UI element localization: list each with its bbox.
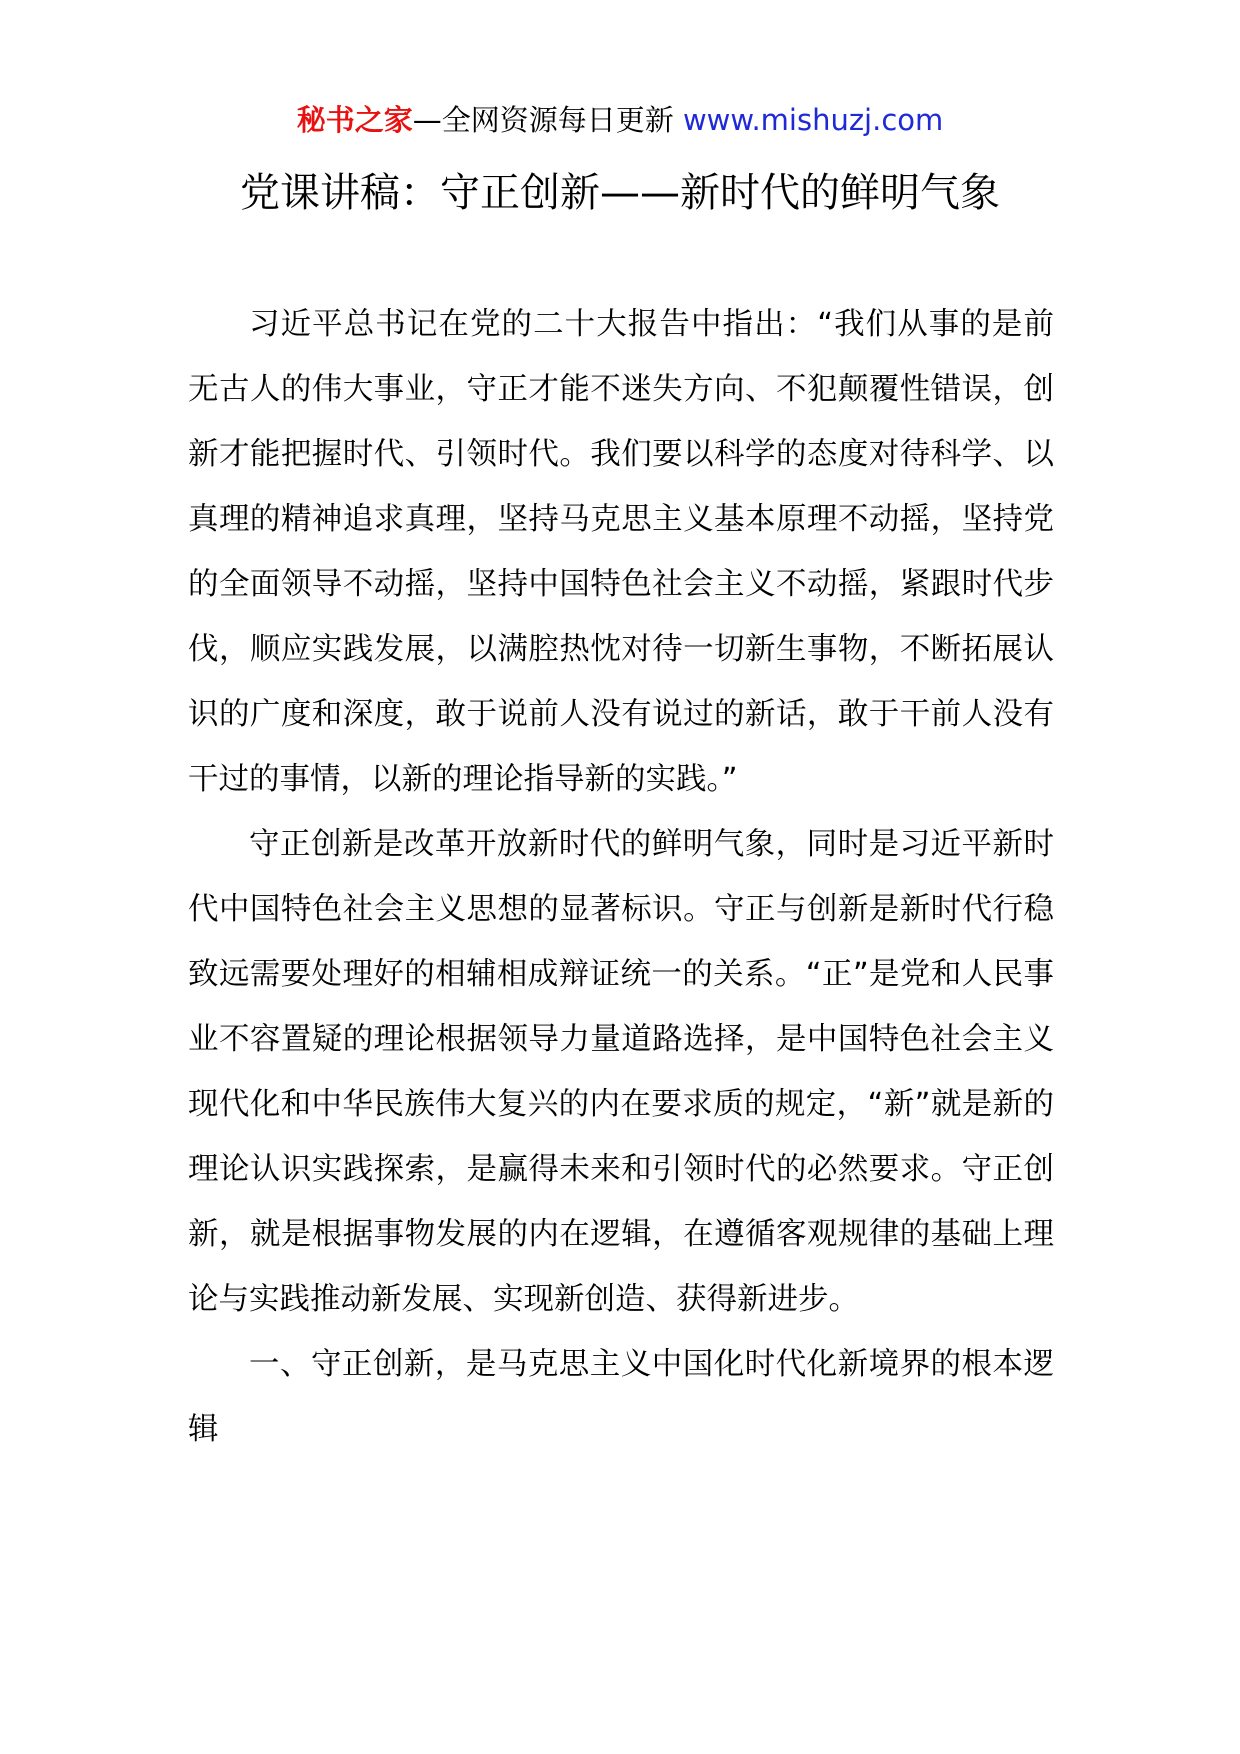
header-tagline: —全网资源每日更新 xyxy=(412,103,674,137)
paragraph-intro: 守正创新是改革开放新时代的鲜明气象，同时是习近平新时代中国特色社会主义思想的显著标识。守正与创新是新时代行稳致远需要处理好的相辅相成辩证统一的关系。“正”是党和人民事业不容置疑的理论根据领导力量道路选择，是中国特色社会主义现代化和中华民族伟大复兴的内在要求质的规定，“新”就是新的理论认识实践探索，是赢得未来和引领时代的必然要求。守正创新，就是根据事物发展的内在逻辑，在遵循客观规律的基础上理论与实践推动新发展、实现新创造、获得新进步。 xyxy=(188,827,1054,1317)
brand-name: 秘书之家 xyxy=(296,103,413,137)
paragraph-quote: 习近平总书记在党的二十大报告中指出：“我们从事的是前无古人的伟大事业，守正才能不迷失方向、不犯颠覆性错误，创新才能把握时代、引领时代。我们要以科学的态度对待科学、以真理的精神追求真理，坚持马克思主义基本原理不动摇，坚持党的全面领导不动摇，坚持中国特色社会主义不动摇，紧跟时代步伐，顺应实践发展，以满腔热忱对待一切新生事物，不断拓展认识的广度和深度，敢于说前人没有说过的新话，敢于干前人没有干过的事情，以新的理论指导新的实践。” xyxy=(188,307,1054,797)
site-url[interactable]: www.mishuzj.com xyxy=(682,103,944,137)
section-heading: 一、守正创新，是马克思主义中国化时代化新境界的根本逻辑 xyxy=(188,1347,1054,1447)
document-body xyxy=(188,292,1054,1462)
header-banner xyxy=(0,100,1240,140)
document-title: 党课讲稿：守正创新——新时代的鲜明气象 xyxy=(240,170,1000,216)
